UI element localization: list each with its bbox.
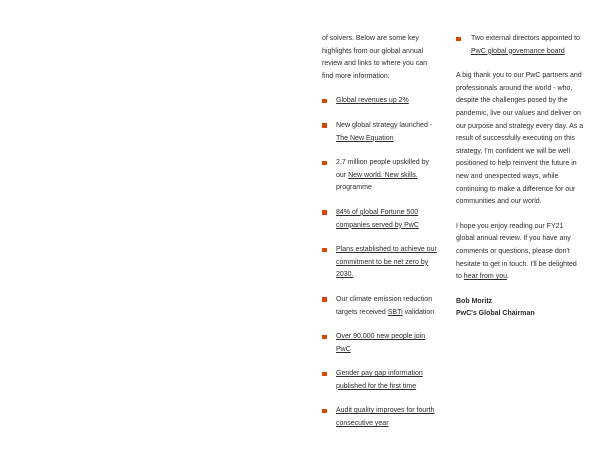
- thank-you-paragraph: A big thank you to our PwC partners and professionals around the world - who, despite the challenges posed by the pandemic, live our values and deliver on our purpose and strategy every day. As a result of successfully executing on this strategy, I'm confident we will be well positioned to help reinvent the future in new and unexpected ways, while continuing to make a difference for our communities and our world.: [456, 72, 584, 206]
- square-bullet-icon: [322, 372, 327, 377]
- highlight-revenue[interactable]: [322, 95, 440, 108]
- governance-board-link[interactable]: PwC global governance board: [471, 47, 565, 55]
- right-column: [456, 33, 584, 321]
- closing-paragraph: [456, 221, 584, 284]
- new-world-new-skills-link[interactable]: New world. New skills.: [348, 171, 418, 179]
- upskilled-text: 2.7 million people upskilled by our: [336, 159, 429, 179]
- fortune-500-link[interactable]: 84% of global Fortune 500 companies served by PwC: [336, 208, 419, 229]
- spacer: [456, 58, 584, 70]
- highlight-fortune[interactable]: [322, 207, 440, 232]
- highlight-upskilled: [322, 157, 440, 195]
- square-bullet-icon: [322, 297, 327, 302]
- signature-title: PwC's Global Chairman: [456, 310, 535, 318]
- net-zero-link[interactable]: Plans established to achieve our commitment to be net zero by 2030.: [336, 246, 437, 279]
- new-equation-link[interactable]: The New Equation: [336, 134, 394, 142]
- closing-text: I hope you enjoy reading our FY21 global annual review. If you have any comments or questions, please don't hesitate to get in touch. I'll be delighted to: [456, 222, 577, 281]
- square-bullet-icon: [322, 210, 327, 215]
- square-bullet-icon: [456, 37, 461, 42]
- governance-text: Two external directors appointed to: [471, 35, 580, 42]
- square-bullet-icon: [322, 99, 327, 104]
- left-column: [322, 33, 440, 443]
- pay-gap-link[interactable]: Gender pay gap information published for the first time: [336, 370, 423, 390]
- highlight-governance: [456, 33, 584, 58]
- square-bullet-icon: [322, 123, 327, 128]
- square-bullet-icon: [322, 248, 327, 253]
- sbti-text: Our climate emission reduction targets received: [336, 295, 433, 316]
- spacer: [456, 284, 584, 296]
- upskilled-suffix: programme: [336, 184, 372, 192]
- highlight-net-zero[interactable]: [322, 244, 440, 282]
- square-bullet-icon: [322, 161, 327, 166]
- new-people-link[interactable]: Over 90,000 new people join PwC: [336, 333, 426, 353]
- hear-from-you-link[interactable]: hear from you: [463, 273, 507, 281]
- audit-quality-link[interactable]: Audit quality improves for fourth consecutive year: [336, 407, 435, 428]
- square-bullet-icon: [322, 409, 327, 414]
- spacer: [456, 209, 584, 221]
- sbti-suffix: validation: [402, 308, 435, 316]
- signature-name: Bob Moritz: [456, 297, 493, 305]
- square-bullet-icon: [322, 335, 327, 340]
- highlights-list: [322, 95, 440, 430]
- revenue-link[interactable]: Global revenues up 2%: [336, 97, 409, 105]
- governance-list: [456, 33, 584, 58]
- sbti-link[interactable]: SBTi: [387, 308, 403, 316]
- strategy-text: New global strategy launched -: [336, 121, 433, 129]
- closing-period: .: [506, 273, 509, 281]
- highlight-sbti: [322, 294, 440, 319]
- intro-paragraph: of solvers. Below are some key highlights from our global annual review and links to where you can find more information:: [322, 35, 428, 80]
- highlight-strategy: [322, 120, 440, 145]
- highlight-audit-quality[interactable]: [322, 405, 440, 430]
- highlight-new-people[interactable]: [322, 331, 440, 356]
- highlight-pay-gap[interactable]: [322, 368, 440, 393]
